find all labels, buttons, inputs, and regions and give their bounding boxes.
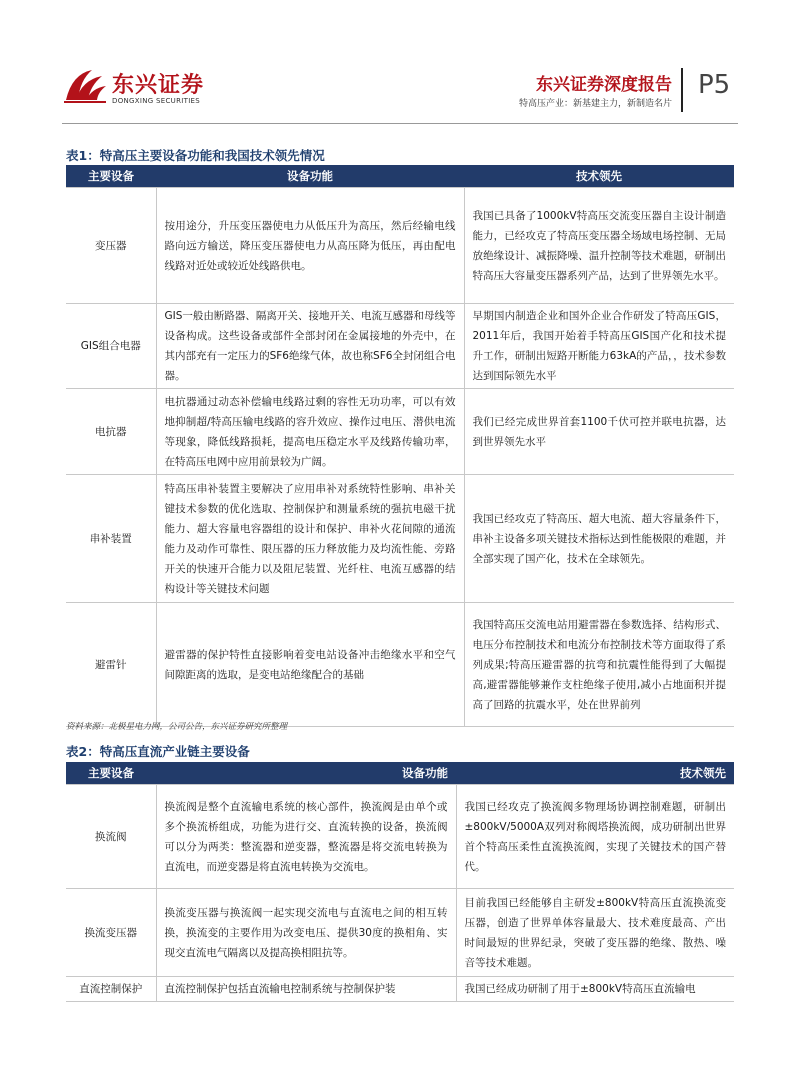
- table-row: [66, 304, 734, 389]
- logo-text-en: DONGXING SECURITIES: [112, 97, 201, 105]
- table-header-row: [66, 762, 734, 785]
- equipment-name: 换流阀: [66, 785, 156, 889]
- tech-leadership: 我们已经完成世界首套1100千伏可控并联电抗器，达到世界领先水平: [464, 389, 734, 475]
- equipment-name: 电抗器: [66, 389, 156, 475]
- equipment-function: 换流变压器与换流阀一起实现交流电与直流电之间的相互转换，换流变的主要作用为改变电压、提供30度的换相角、实现交直流电气隔离以及提高换相阻抗等。: [156, 889, 456, 977]
- column-header: 设备功能: [156, 762, 456, 785]
- company-logo: [62, 66, 232, 116]
- column-header: 主要设备: [66, 165, 156, 188]
- equipment-name: 避雷针: [66, 603, 156, 727]
- page-header: [0, 0, 800, 120]
- table1: [66, 165, 734, 727]
- tech-leadership: 我国已具备了1000kV特高压交流变压器自主设计制造能力，已经攻克了特高压变压器全场域电场控制、无局放绝缘设计、减振降噪、温升控制等技术难题，研制出特高压大容量变压器系列产品，达到了世界领先水平。: [464, 188, 734, 304]
- logo-mark-icon: [62, 66, 108, 106]
- equipment-name: 串补装置: [66, 475, 156, 603]
- table-row: [66, 889, 734, 977]
- tech-leadership: 早期国内制造企业和国外企业合作研发了特高压GIS，2011年后，我国开始着手特高压GIS国产化和技术提升工作，研制出短路开断能力63kA的产品，，技术参数达到国际领先水平: [464, 304, 734, 389]
- equipment-function: 电抗器通过动态补偿输电线路过剩的容性无功功率，可以有效地抑制超/特高压输电线路的容升效应、操作过电压、潜供电流等现象，降低线路损耗，提高电压稳定水平及线路传输功率，在特高压电网中应用前景较为广阔。: [156, 389, 464, 475]
- tech-leadership: 我国已经成功研制了用于±800kV特高压直流输电: [456, 977, 734, 1002]
- logo-text-cn: 东兴证券: [112, 73, 205, 98]
- table-header-row: [66, 165, 734, 188]
- equipment-function: 特高压串补装置主要解决了应用串补对系统特性影响、串补关键技术参数的优化选取、控制保护和测量系统的强抗电磁干扰能力、超大容量电容器组的设计和保护、串补火花间隙的通流能力及动作可靠性、限压器的压力释放能力及均流性能、旁路开关的快速开合能力以及阻尼装置、光纤柱、电流互感器的结构设计等关键技术问题: [156, 475, 464, 603]
- source-note: 资料来源：北极星电力网，公司公告，东兴证券研究所整理: [66, 722, 288, 732]
- equipment-function: 直流控制保护包括直流输电控制系统与控制保护装: [156, 977, 456, 1002]
- table-row: [66, 977, 734, 1002]
- tech-leadership: 目前我国已经能够自主研发±800kV特高压直流换流变压器，创造了世界单体容量最大、技术难度最高、产出时间最短的世界纪录，突破了变压器的绝缘、散热、噪音等技术难题。: [456, 889, 734, 977]
- table-row: [66, 475, 734, 603]
- report-title: 东兴证券深度报告: [536, 75, 672, 95]
- table2-title: 表2：特高压直流产业链主要设备: [66, 744, 250, 759]
- table-row: [66, 785, 734, 889]
- equipment-name: 变压器: [66, 188, 156, 304]
- tech-leadership: 我国已经攻克了换流阀多物理场协调控制难题，研制出±800kV/5000A双列对称阀塔换流阀，成功研制出世界首个特高压柔性直流换流阀，实现了关键技术的国产替代。: [456, 785, 734, 889]
- table1-title: 表1：特高压主要设备功能和我国技术领先情况: [66, 148, 325, 163]
- table-row: [66, 188, 734, 304]
- column-header: 主要设备: [66, 762, 156, 785]
- equipment-function: 换流阀是整个直流输电系统的核心部件，换流阀是由单个或多个换流桥组成，功能为进行交、直流转换的设备，换流阀可以分为两类：整流器和逆变器，整流器是将交流电转换为直流电，而逆变器是将直流电转换为交流电。: [156, 785, 456, 889]
- equipment-name: GIS组合电器: [66, 304, 156, 389]
- equipment-function: 避雷器的保护特性直接影响着变电站设备冲击绝缘水平和空气间隙距离的选取，是变电站绝缘配合的基础: [156, 603, 464, 727]
- equipment-function: GIS一般由断路器、隔离开关、接地开关、电流互感器和母线等设备构成。这些设备或部件全部封闭在金属接地的外壳中，在其内部充有一定压力的SF6绝缘气体，故也称SF6全封闭组合电器。: [156, 304, 464, 389]
- table-row: [66, 389, 734, 475]
- equipment-name: 直流控制保护: [66, 977, 156, 1002]
- table-row: [66, 603, 734, 727]
- page-number: P5: [698, 70, 731, 100]
- tech-leadership: 我国已经攻克了特高压、超大电流、超大容量条件下，串补主设备多项关键技术指标达到性能极限的难题，并全部实现了国产化，技术在全球领先。: [464, 475, 734, 603]
- column-header: 技术领先: [464, 165, 734, 188]
- equipment-name: 换流变压器: [66, 889, 156, 977]
- header-rule: [62, 123, 738, 124]
- column-header: 设备功能: [156, 165, 464, 188]
- column-header: 技术领先: [456, 762, 734, 785]
- report-subtitle: 特高压产业：新基建主力，新制造名片: [518, 99, 672, 109]
- table2: [66, 762, 734, 1002]
- tech-leadership: 我国特高压交流电站用避雷器在参数选择、结构形式、电压分布控制技术和电流分布控制技术等方面取得了系列成果;特高压避雷器的抗弯和抗震性能得到了大幅提高,避雷器能够兼作支柱绝缘子使用,减小占地面积并提高了回路的抗震水平，处在世界前列: [464, 603, 734, 727]
- equipment-function: 按用途分，升压变压器使电力从低压升为高压，然后经输电线路向远方输送，降压变压器使电力从高压降为低压，再由配电线路对近处或较近处线路供电。: [156, 188, 464, 304]
- header-divider: [681, 68, 683, 112]
